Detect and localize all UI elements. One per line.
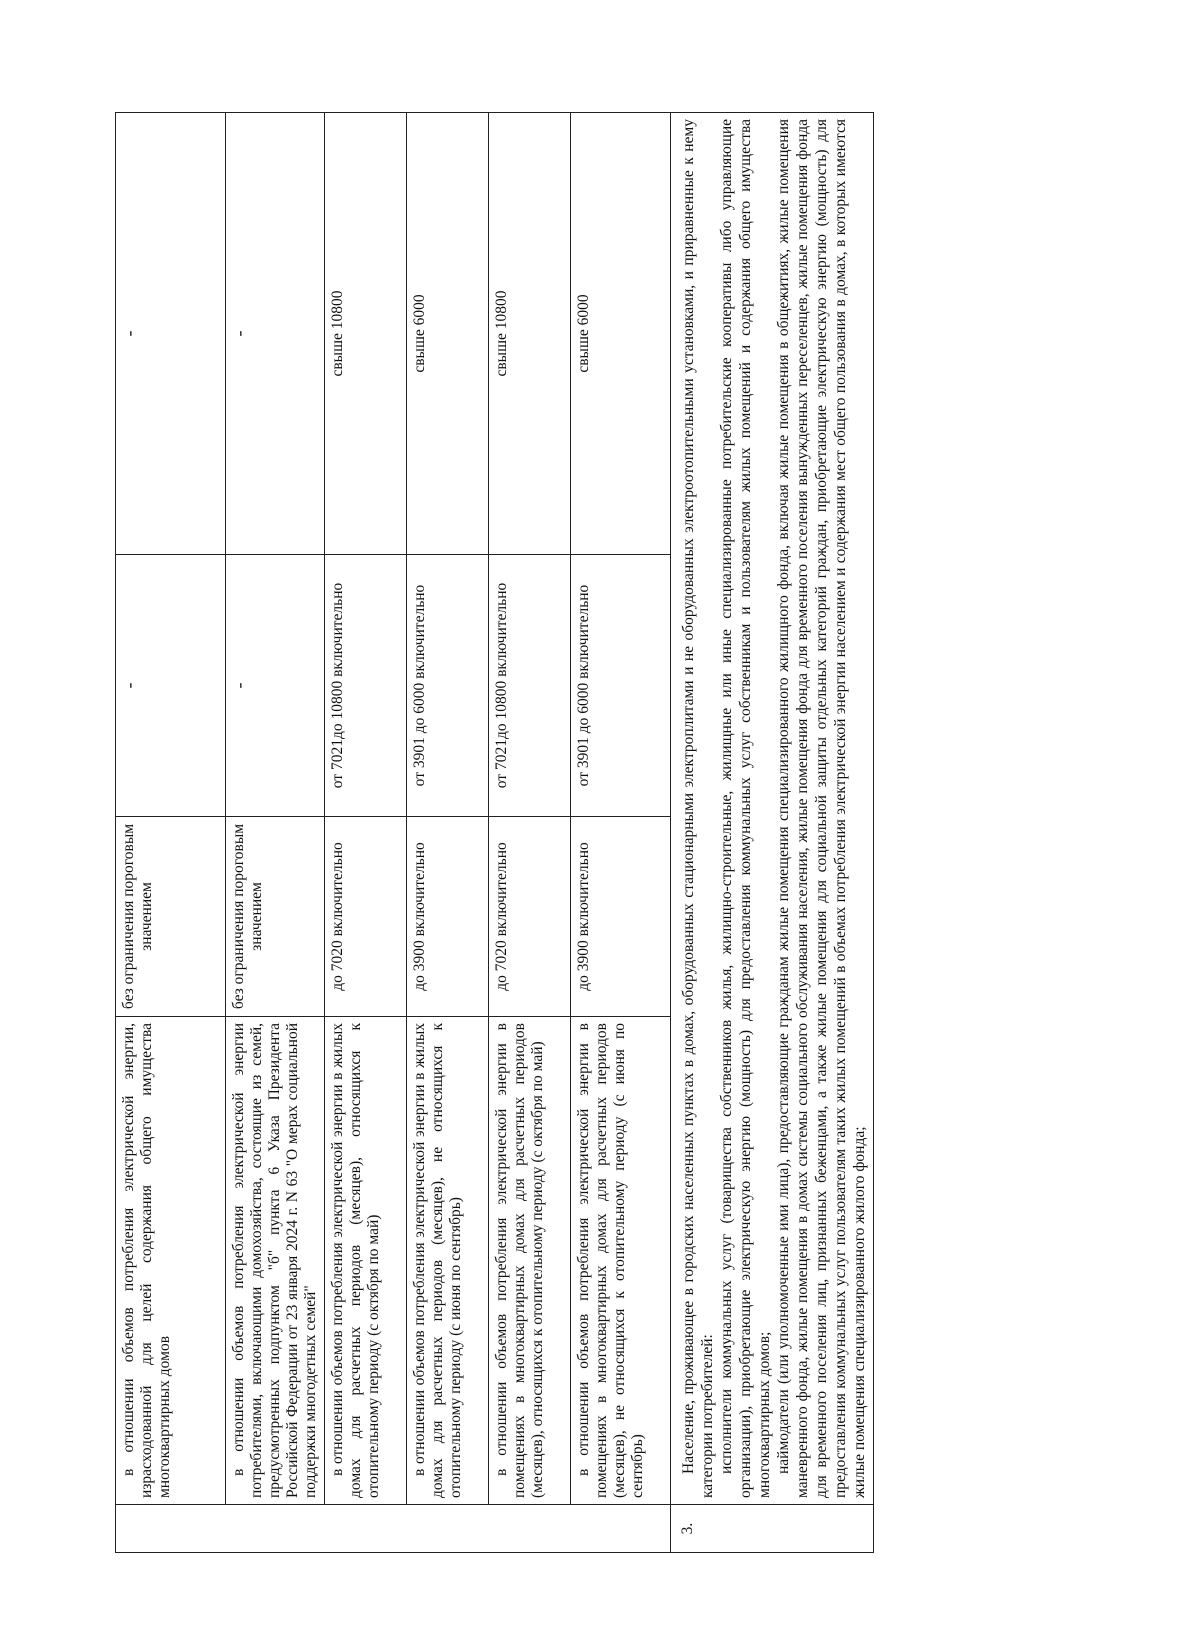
threshold-range-1: до 3900 включительно [571, 817, 671, 1017]
threshold-range-3: - [226, 113, 325, 555]
section-number: 3. [671, 1505, 874, 1553]
threshold-range-3: свыше 6000 [407, 113, 489, 555]
threshold-range-1: без ограничения пороговым значением [226, 817, 325, 1017]
table-row [325, 113, 407, 1553]
threshold-range-2: от 3901 до 6000 включительно [407, 555, 489, 817]
threshold-range-2: - [116, 555, 226, 817]
section-3-text [671, 113, 874, 1505]
row-description: в отношении объемов потребления электрической энергии, израсходованной для целей содержания общего имущества многоквартирных домов [116, 1017, 226, 1505]
rotated-document-page [115, 113, 1035, 1553]
section-3-paragraph: наймодатели (или уполномоченные ими лица), предоставляющие гражданам жилые помещения специализированного жилищного фонда, включая жилые помещения в общежитиях, жилые помещения маневренного фонда, жилые помещения в домах системы социального обслуживания населения, жилые помещения фонда для временного поселения вынужденных переселенцев, жилые помещения фонда для временного поселения лиц, признанных беженцами, а также жилые помещения для социальной защиты отдельных категорий граждан, приобретающие электрическую энергию (мощность) для предоставления коммунальных услуг пользователям таких жилых помещений в объемах потребления электрической энергии населением и содержания мест общего пользования в домах, в которых имеются жилые помещения специализированного жилого фонда; [775, 119, 868, 1498]
threshold-range-2: от 7021до 10800 включительно [489, 555, 571, 817]
threshold-range-1: до 7020 включительно [325, 817, 407, 1017]
row-description: в отношении объемов потребления электрической энергии в помещениях в многоквартирных домах для расчетных периодов (месяцев), относящихся к отопительному периоду (с октября по май) [489, 1017, 571, 1505]
table-row-section-3 [671, 113, 874, 1553]
threshold-range-3: свыше 10800 [489, 113, 571, 555]
row-description: в отношении объемов потребления электрической энергии в жилых домах для расчетных периодов (месяцев), относящихся к отопительному периоду (с октября по май) [325, 1017, 407, 1505]
threshold-range-1: до 3900 включительно [407, 817, 489, 1017]
table-row [571, 113, 671, 1553]
table-row [226, 113, 325, 1553]
row-number-cell [116, 1505, 671, 1553]
threshold-range-3: - [116, 113, 226, 555]
table-row [116, 113, 226, 1553]
threshold-range-2: от 3901 до 6000 включительно [571, 555, 671, 817]
threshold-range-1: до 7020 включительно [489, 817, 571, 1017]
table-row [407, 113, 489, 1553]
table-row [489, 113, 571, 1553]
threshold-range-2: от 7021до 10800 включительно [325, 555, 407, 817]
row-description: в отношении объемов потребления электрической энергии в помещениях в многоквартирных домах для расчетных периодов (месяцев), не относящихся к отопительному периоду (с июня по сентябрь) [571, 1017, 671, 1505]
threshold-range-3: свыше 10800 [325, 113, 407, 555]
tariff-threshold-table [115, 112, 874, 1553]
row-description: в отношении объемов потребления электрической энергии потребителями, включающими домохозяйства, состоящие из семей, предусмотренных подпунктом "б" пункта 6 Указа Президента Российской Федерации от 23 января 2024 г. N 63 "О мерах социальной поддержки многодетных семей" [226, 1017, 325, 1505]
section-3-paragraph: Население, проживающее в городских населенных пунктах в домах, оборудованных стационарными электроплитами и не оборудованных электроотопительными установками, и приравненные к нему категории потребителей: [680, 119, 716, 1498]
threshold-range-1: без ограничения пороговым значением [116, 817, 226, 1017]
threshold-range-3: свыше 6000 [571, 113, 671, 555]
section-3-paragraph: исполнители коммунальных услуг (товарищества собственников жилья, жилищно-строительные, жилищные или иные специализированные потребительские кооперативы либо управляющие организации), приобретающие электрическую энергию (мощность) для предоставления коммунальных услуг собственникам и пользователям жилых помещений и содержания общего имущества многоквартирных домов; [718, 119, 773, 1498]
threshold-range-2: - [226, 555, 325, 817]
row-description: в отношении объемов потребления электрической энергии в жилых домах для расчетных периодов (месяцев), не относящихся к отопительному периоду (с июня по сентябрь) [407, 1017, 489, 1505]
